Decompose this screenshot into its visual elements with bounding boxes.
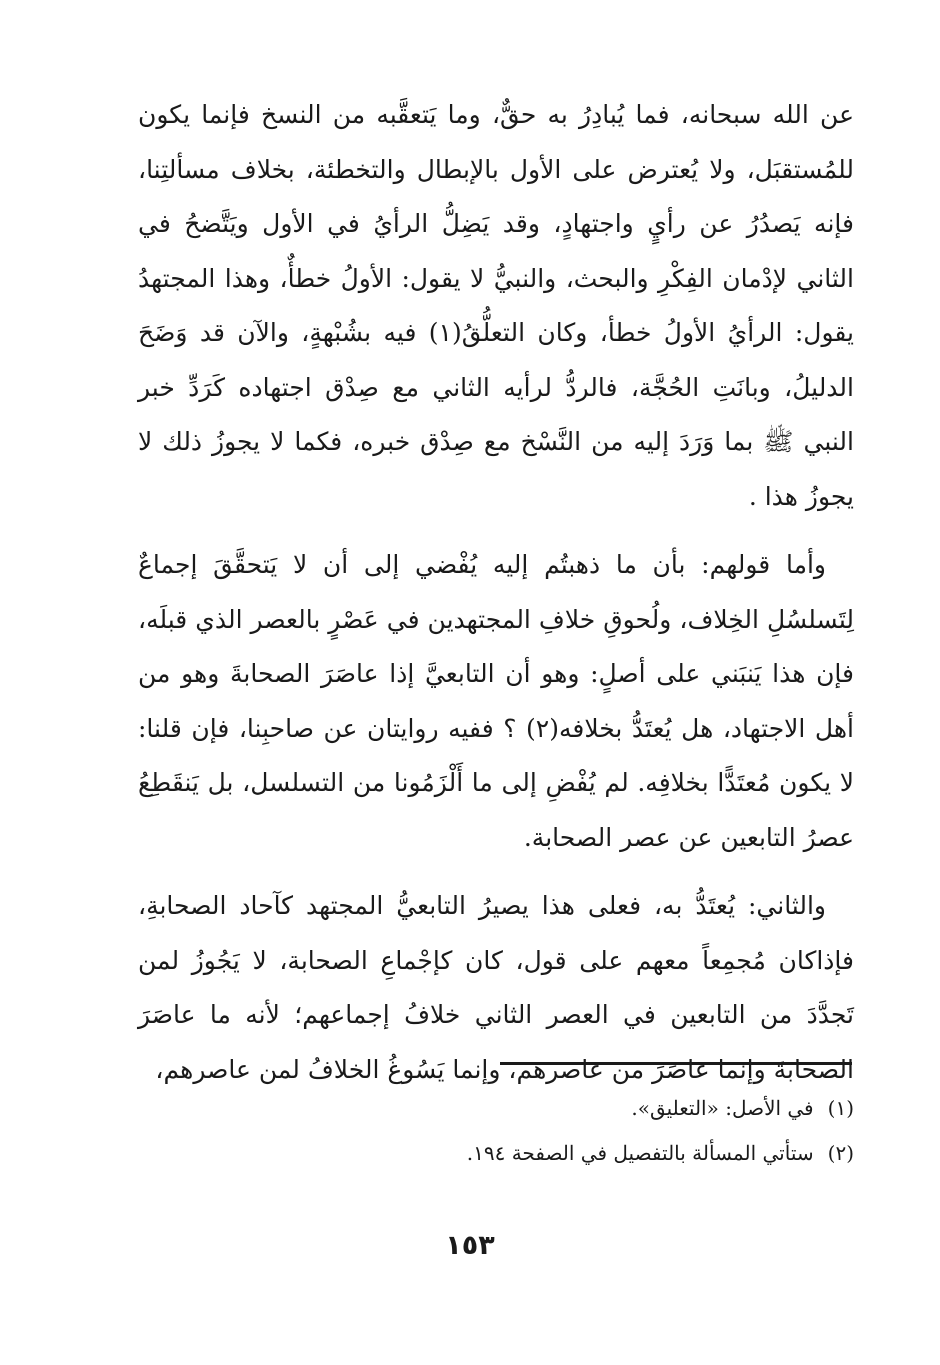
footnote-2 — [138, 1131, 854, 1176]
footnote-number: (٢) — [827, 1141, 854, 1165]
paragraph-spacer — [138, 524, 854, 538]
paragraph-3: والثاني: يُعتَدُّ به، فعلى هذا يصيرُ التابعيُّ المجتهد كآحاد الصحابةِ، فإذاكان مُجمِعاً معهم على قول، كان كإجْماعِ الصحابة، لا يَجُوزُ لمن تَجدَّدَ من التابعين في العصر الثاني خلافُ إجماعهم؛ لأنه ما عاصَرَ الصحابةَ وإنما عاصَرَ من عاصرهم، وإنما يَسُوغُ الخلافُ لمن عاصرهم، — [138, 891, 854, 1084]
footnote-text: ستأتي المسألة بالتفصيل في الصفحة ١٩٤. — [466, 1141, 814, 1165]
footnote-number: (١) — [827, 1096, 854, 1120]
paragraph-2: وأما قولهم: بأن ما ذهبتُم إليه يُفْضي إلى أن لا يَتحقَّقَ إجماعٌ لِتَسلسُلِ الخِلاف، ولُحوقِ خلافِ المجتهدين في عَصْرٍ بالعصر الذي قبلَه، فإن هذا يَنبَني على أصلٍ: وهو أن التابعيَّ إذا عاصَرَ الصحابةَ وهو من أهل الاجتهاد، هل يُعتَدُّ بخلافه(٢) ؟ ففيه روايتان عن صاحبِنا، فإن قلنا: لا يكون مُعتَدًّا بخلافِه. لم يُفْضِ إلى ما أَلْزَمُونا من التسلسل، بل يَنقَطِعُ عصرُ التابعين عن عصر الصحابة. — [138, 550, 854, 852]
page-number: ١٥٣ — [445, 1230, 495, 1261]
footnotes — [138, 1086, 854, 1176]
paragraph-spacer — [138, 865, 854, 879]
footnote-separator — [500, 1062, 852, 1065]
footnote-text: في الأصل: «التعليق». — [631, 1096, 814, 1120]
paragraph-1: عن الله سبحانه، فما يُبادِرُ به حقٌّ، وما يَتعقَّبه من النسخ فإنما يكون للمُستقبَل، ولا يُعترض على الأول بالإبطال والتخطئة، بخلاف مسألتِنا، فإنه يَصدُرُ عن رأيٍ واجتهادٍ، وقد يَضِلُّ الرأيُ في الأول ويَتَّضحُ في الثاني لإدْمان الفِكْرِ والبحث، والنبيُّ لا يقول: الأولُ خطأٌ، وهذا المجتهدُ يقول: الرأيُ الأولُ خطأ، وكان التعلُّقُ(١) فيه بشُبْهةٍ، والآن قد وَضَحَ الدليلُ، وبانَتِ الحُجَّة، فالردُّ لرأيه الثاني مع صِدْق اجتهاده كَرَدِّ خبر النبي ﷺ بما وَرَدَ إليه من النَّسْخ مع صِدْق خبره، فكما لا يجوزُ ذلك لا يجوزُ هذا . — [138, 100, 854, 511]
footnote-1 — [138, 1086, 854, 1131]
main-text — [138, 88, 854, 1097]
